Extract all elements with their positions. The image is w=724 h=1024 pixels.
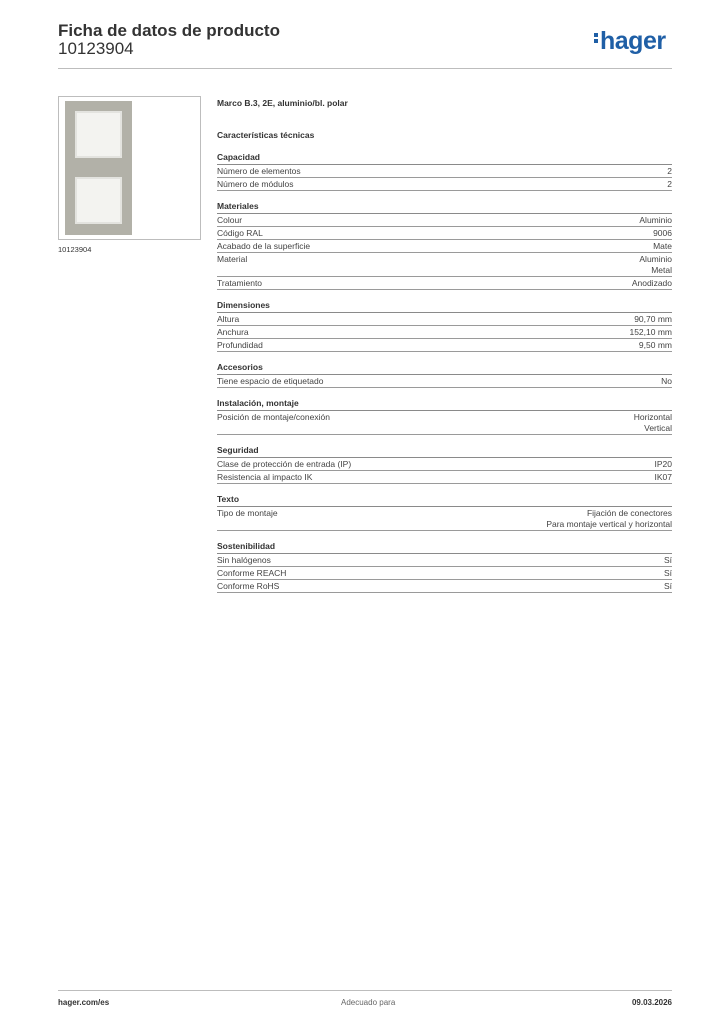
spec-label: Acabado de la superficie (217, 241, 311, 251)
spec-label: Código RAL (217, 228, 263, 238)
tech-heading: Características técnicas (217, 130, 315, 140)
spec-section (217, 540, 672, 593)
product-name: Marco B.3, 2E, aluminio/bl. polar (217, 98, 348, 108)
section-title: Accesorios (217, 361, 672, 375)
spec-value: IP20 (654, 459, 672, 469)
section-title: Instalación, montaje (217, 397, 672, 411)
spec-value: Aluminio Metal (639, 254, 672, 275)
spec-value: Mate (653, 241, 672, 251)
spec-label: Número de módulos (217, 179, 294, 189)
image-caption: 10123904 (58, 245, 92, 254)
logo-wordmark: hager (600, 27, 666, 55)
spec-row (217, 227, 672, 240)
spec-section (217, 493, 672, 531)
spec-value: Sí (663, 581, 672, 591)
spec-section (217, 444, 672, 484)
spec-row (217, 240, 672, 253)
spec-value: 90,70 mm (634, 314, 672, 324)
spec-section (217, 299, 672, 352)
spec-label: Conforme REACH (217, 568, 287, 578)
spec-section (217, 151, 672, 191)
spec-label: Sin halógenos (217, 555, 271, 565)
footer-date: 09.03.2026 (631, 998, 672, 1007)
spec-row (217, 326, 672, 339)
spec-value: 9,50 mm (638, 340, 672, 350)
frame-graphic (65, 101, 132, 235)
spec-row (217, 339, 672, 352)
spec-value: Sí (663, 555, 672, 565)
spec-row (217, 313, 672, 326)
product-code: 10123904 (58, 39, 134, 58)
spec-row (217, 165, 672, 178)
spec-value: 9006 (653, 228, 672, 238)
spec-sections (217, 151, 672, 593)
spec-section (217, 200, 672, 290)
spec-label: Resistencia al impacto IK (217, 472, 313, 482)
product-image (58, 96, 201, 240)
section-title: Sostenibilidad (217, 540, 672, 554)
spec-row (217, 507, 672, 531)
spec-panel (217, 96, 672, 593)
spec-value: Anodizado (631, 278, 672, 288)
spec-value: 2 (667, 179, 672, 189)
spec-value: 2 (667, 166, 672, 176)
spec-label: Número de elementos (217, 166, 301, 176)
spec-label: Tiene espacio de etiquetado (217, 376, 324, 386)
spec-row (217, 411, 672, 435)
spec-value: 152,10 mm (629, 327, 672, 337)
spec-label: Material (217, 254, 248, 264)
spec-row (217, 567, 672, 580)
spec-value: Sí (663, 568, 672, 578)
spec-label: Anchura (217, 327, 249, 337)
section-title: Dimensiones (217, 299, 672, 313)
spec-row (217, 277, 672, 290)
spec-value: Aluminio (639, 215, 672, 225)
spec-label: Clase de protección de entrada (IP) (217, 459, 352, 469)
spec-label: Altura (217, 314, 240, 324)
spec-row (217, 375, 672, 388)
spec-section (217, 361, 672, 388)
spec-row (217, 458, 672, 471)
spec-label: Tratamiento (217, 278, 263, 288)
spec-row (217, 253, 672, 277)
section-title: Capacidad (217, 151, 672, 165)
spec-label: Colour (217, 215, 243, 225)
spec-label: Posición de montaje/conexión (217, 412, 330, 422)
spec-value: Fijación de conectores Para montaje vertical y horizontal (546, 508, 672, 529)
footer-suitable-for: Adecuado para (341, 998, 396, 1007)
hager-logo[interactable] (594, 27, 666, 56)
spec-label: Tipo de montaje (217, 508, 278, 518)
spec-label: Profundidad (217, 340, 263, 350)
spec-row (217, 554, 672, 567)
spec-section (217, 397, 672, 435)
footer-divider (58, 990, 672, 991)
frame-opening-top (75, 111, 122, 158)
frame-opening-bottom (75, 177, 122, 224)
spec-row (217, 471, 672, 484)
spec-value: Horizontal Vertical (633, 412, 672, 433)
spec-row (217, 580, 672, 593)
section-title: Materiales (217, 200, 672, 214)
section-title: Seguridad (217, 444, 672, 458)
header-divider (58, 68, 672, 69)
page-header-title: Ficha de datos de producto (58, 21, 280, 40)
spec-value: No (661, 376, 672, 386)
spec-row (217, 178, 672, 191)
spec-row (217, 214, 672, 227)
section-title: Texto (217, 493, 672, 507)
spec-value: IK07 (654, 472, 672, 482)
logo-dots-icon (594, 31, 598, 45)
footer-site-link[interactable]: hager.com/es (58, 998, 110, 1007)
spec-label: Conforme RoHS (217, 581, 280, 591)
